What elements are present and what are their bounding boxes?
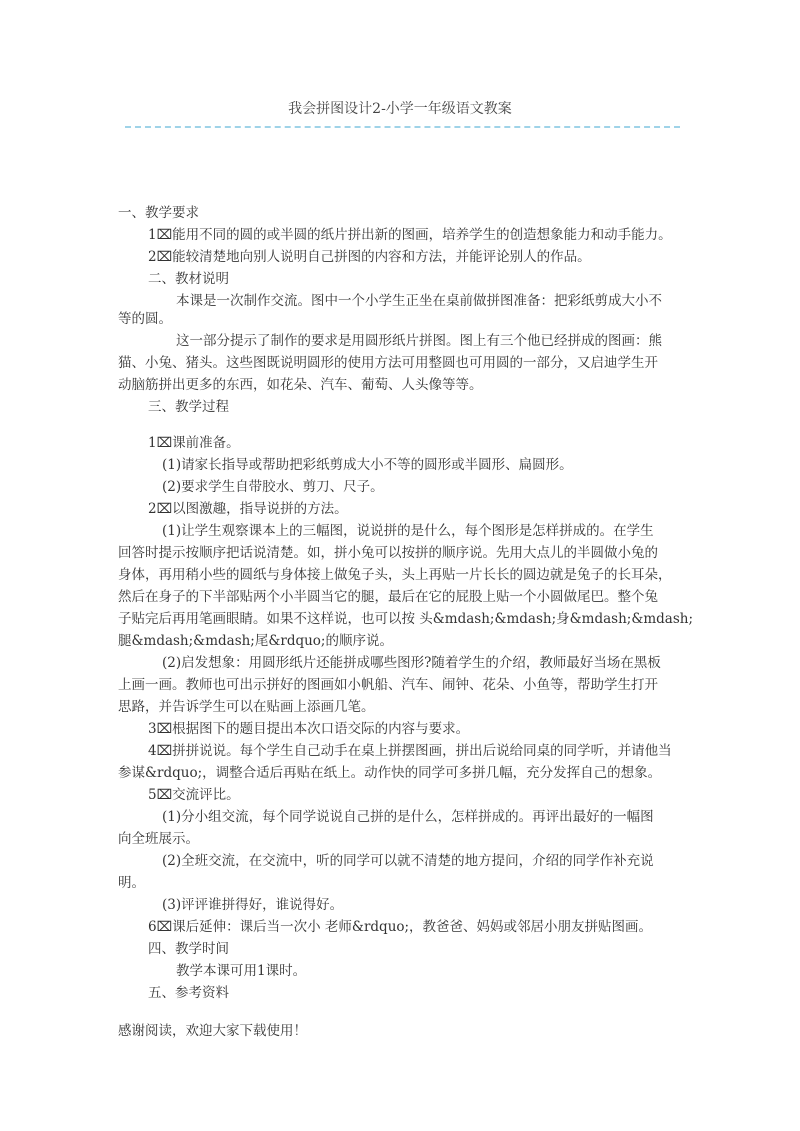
text-line: 腿&mdash;&mdash;尾&rdquo;的顺序说。: [118, 633, 393, 649]
text-line: (3)评评谁拼得好，谁说得好。: [162, 897, 344, 913]
text-line: 1⌧能用不同的圆的或半圆的纸片拼出新的图画，培养学生的创造想象能力和动手能力。: [148, 227, 672, 243]
text-line: 1⌧课前准备。: [148, 435, 240, 451]
text-line: 2⌧以图激趣，指导说拼的方法。: [148, 501, 348, 517]
text-line: 教学本课可用1课时。: [176, 963, 307, 979]
text-line: 四、教学时间: [148, 941, 229, 957]
text-line: 等的圆。: [118, 311, 172, 327]
text-line: 本课是一次制作交流。图中一个小学生正坐在桌前做拼图准备：把彩纸剪成大小不: [176, 293, 662, 309]
document-title: 我会拼图设计2-小学一年级语文教案: [288, 101, 512, 117]
text-line: (1)分小组交流，每个同学说说自己拼的是什么，怎样拼成的。再评出最好的一幅图: [162, 809, 654, 825]
text-line: (2)启发想象：用圆形纸片还能拼成哪些图形?随着学生的介绍，教师最好当场在黑板: [162, 655, 661, 671]
text-line: 一、教学要求: [118, 205, 199, 221]
text-line: 身体，再用稍小些的圆纸与身体接上做兔子头，头上再贴一片长长的圆边就是兔子的长耳朵，: [118, 567, 672, 583]
text-line: (2)全班交流，在交流中，听的同学可以就不清楚的地方提问，介绍的同学作补充说: [162, 853, 654, 869]
text-line: 三、教学过程: [148, 399, 229, 415]
text-line: 3⌧根据图下的题目提出本次口语交际的内容与要求。: [148, 721, 470, 737]
text-line: (1)让学生观察课本上的三幅图，说说拼的是什么，每个图形是怎样拼成的。在学生: [162, 523, 654, 539]
text-line: 思路，并告诉学生可以在贴画上添画几笔。: [118, 699, 375, 715]
text-line: 子贴完后再用笔画眼睛。如果不这样说，也可以按 头&mdash;&mdash;身&mdash;&mdash;: [118, 611, 694, 627]
text-line: 4⌧拼拼说说。每个学生自己动手在桌上拼摆图画，拼出后说给同桌的同学听，并请他当: [148, 743, 672, 759]
text-line: 回答时提示按顺序把话说清楚。如，拼小兔可以按拼的顺序说。先用大点儿的半圆做小兔的: [118, 545, 658, 561]
text-line: 动脑筋拼出更多的东西，如花朵、汽车、葡萄、人头像等等。: [118, 377, 483, 393]
text-line: 感谢阅读，欢迎大家下载使用！: [118, 1023, 307, 1039]
text-line: 5⌧交流评比。: [148, 787, 240, 803]
text-line: 明。: [118, 875, 145, 891]
text-line: 2⌧能较清楚地向别人说明自己拼图的内容和方法，并能评论别人的作品。: [148, 249, 591, 265]
text-line: 上画一画。教师也可出示拼好的图画如小帆船、汽车、闹钟、花朵、小鱼等，帮助学生打开: [118, 677, 658, 693]
text-line: 五、参考资料: [148, 985, 229, 1001]
text-line: 猫、小兔、猪头。这些图既说明圆形的使用方法可用整圆也可用圆的一部分，又启迪学生开: [118, 355, 658, 371]
text-line: 6⌧课后延伸：课后当一次小 老师&rdquo;，教爸爸、妈妈或邻居小朋友拼贴图画。: [148, 919, 653, 935]
text-line: 参谋&rdquo;，调整合适后再贴在纸上。动作快的同学可多拼几幅，充分发挥自己的想象。: [118, 765, 662, 781]
text-line: 向全班展示。: [118, 831, 199, 847]
text-line: (1)请家长指导或帮助把彩纸剪成大小不等的圆形或半圆形、扁圆形。: [162, 457, 573, 473]
text-line: 这一部分提示了制作的要求是用圆形纸片拼图。图上有三个他已经拼成的图画：熊: [176, 333, 662, 349]
text-line: 二、教材说明: [148, 271, 229, 287]
text-line: (2)要求学生自带胶水、剪刀、尺子。: [162, 479, 384, 495]
title-divider: [125, 126, 680, 128]
text-line: 然后在身子的下半部贴两个小半圆当它的腿，最后在它的屁股上贴一个小圆做尾巴。整个兔: [118, 589, 658, 605]
